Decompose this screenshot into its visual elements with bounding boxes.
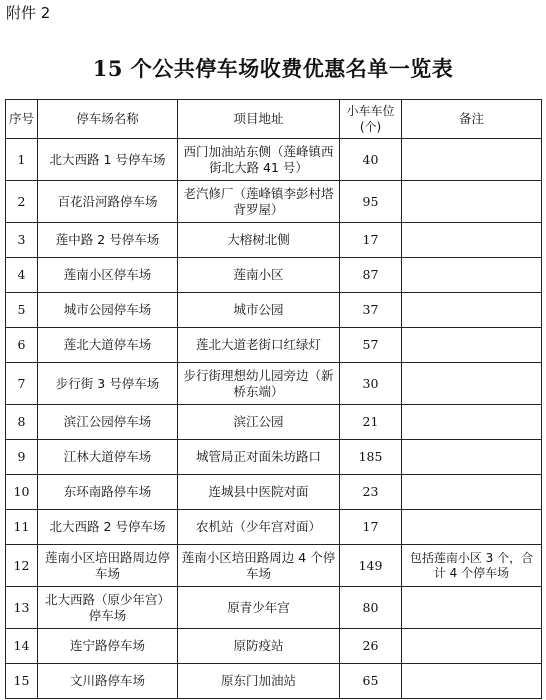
address-cell: 莲南小区 — [178, 258, 340, 293]
table-row — [6, 629, 542, 664]
row-number-cell: 8 — [6, 405, 38, 440]
note-cell — [402, 328, 542, 363]
address-cell: 城管局正对面朱坊路口 — [178, 440, 340, 475]
note-cell — [402, 475, 542, 510]
parking-spaces-cell: 95 — [340, 181, 402, 223]
address-cell: 滨江公园 — [178, 405, 340, 440]
address-cell: 步行街理想幼儿园旁边（新桥东端） — [178, 363, 340, 405]
note-cell — [402, 510, 542, 545]
table-header-row — [6, 100, 542, 139]
row-number-cell: 12 — [6, 545, 38, 587]
parking-lot-name-cell: 北大西路（原少年宫）停车场 — [38, 587, 178, 629]
note-cell — [402, 293, 542, 328]
parking-spaces-cell: 80 — [340, 587, 402, 629]
column-header-name: 停车场名称 — [38, 100, 178, 139]
parking-lot-name-cell: 百花沿河路停车场 — [38, 181, 178, 223]
parking-spaces-cell: 65 — [340, 664, 402, 699]
parking-spaces-cell: 23 — [340, 475, 402, 510]
table-row — [6, 181, 542, 223]
row-number-cell: 11 — [6, 510, 38, 545]
note-cell: 包括莲南小区 3 个，合计 4 个停车场 — [402, 545, 542, 587]
column-header-note: 备注 — [402, 100, 542, 139]
parking-spaces-cell: 37 — [340, 293, 402, 328]
parking-spaces-cell: 26 — [340, 629, 402, 664]
table-row — [6, 293, 542, 328]
row-number-cell: 5 — [6, 293, 38, 328]
column-header-no: 序号 — [6, 100, 38, 139]
column-header-spaces: 小车车位 (个) — [340, 100, 402, 139]
parking-lot-name-cell: 莲北大道停车场 — [38, 328, 178, 363]
table-body — [6, 139, 542, 699]
address-cell: 连城县中医院对面 — [178, 475, 340, 510]
table-row — [6, 440, 542, 475]
table-row — [6, 223, 542, 258]
parking-lot-name-cell: 莲南小区培田路周边停车场 — [38, 545, 178, 587]
address-cell: 农机站（少年宫对面） — [178, 510, 340, 545]
row-number-cell: 4 — [6, 258, 38, 293]
parking-lot-table — [5, 99, 542, 699]
table-row — [6, 510, 542, 545]
parking-spaces-cell: 17 — [340, 510, 402, 545]
row-number-cell: 3 — [6, 223, 38, 258]
parking-spaces-cell: 185 — [340, 440, 402, 475]
table-row — [6, 328, 542, 363]
row-number-cell: 10 — [6, 475, 38, 510]
note-cell — [402, 223, 542, 258]
parking-lot-name-cell: 东环南路停车场 — [38, 475, 178, 510]
parking-lot-name-cell: 文川路停车场 — [38, 664, 178, 699]
parking-lot-name-cell: 莲中路 2 号停车场 — [38, 223, 178, 258]
row-number-cell: 6 — [6, 328, 38, 363]
note-cell — [402, 440, 542, 475]
parking-spaces-cell: 40 — [340, 139, 402, 181]
address-cell: 大榕树北侧 — [178, 223, 340, 258]
parking-spaces-cell: 87 — [340, 258, 402, 293]
address-cell: 城市公园 — [178, 293, 340, 328]
parking-lot-name-cell: 莲南小区停车场 — [38, 258, 178, 293]
table-row — [6, 664, 542, 699]
address-cell: 原防疫站 — [178, 629, 340, 664]
note-cell — [402, 405, 542, 440]
row-number-cell: 1 — [6, 139, 38, 181]
note-cell — [402, 139, 542, 181]
address-cell: 原东门加油站 — [178, 664, 340, 699]
note-cell — [402, 587, 542, 629]
parking-lot-name-cell: 北大西路 1 号停车场 — [38, 139, 178, 181]
row-number-cell: 13 — [6, 587, 38, 629]
row-number-cell: 9 — [6, 440, 38, 475]
row-number-cell: 7 — [6, 363, 38, 405]
table-row — [6, 545, 542, 587]
row-number-cell: 14 — [6, 629, 38, 664]
address-cell: 老汽修厂（莲峰镇李彭村塔背罗屋） — [178, 181, 340, 223]
parking-spaces-cell: 149 — [340, 545, 402, 587]
address-cell: 原青少年宫 — [178, 587, 340, 629]
document-title: 15 个公共停车场收费优惠名单一览表 — [92, 56, 454, 81]
note-cell — [402, 258, 542, 293]
table-row — [6, 139, 542, 181]
parking-lot-name-cell: 滨江公园停车场 — [38, 405, 178, 440]
parking-spaces-cell: 17 — [340, 223, 402, 258]
address-cell: 西门加油站东侧（莲峰镇西街北大路 41 号） — [178, 139, 340, 181]
table-row — [6, 258, 542, 293]
address-cell: 莲南小区培田路周边 4 个停车场 — [178, 545, 340, 587]
parking-lot-name-cell: 江林大道停车场 — [38, 440, 178, 475]
note-cell — [402, 181, 542, 223]
parking-lot-name-cell: 步行街 3 号停车场 — [38, 363, 178, 405]
address-cell: 莲北大道老街口红绿灯 — [178, 328, 340, 363]
note-cell — [402, 664, 542, 699]
table-row — [6, 475, 542, 510]
row-number-cell: 15 — [6, 664, 38, 699]
table-row — [6, 363, 542, 405]
parking-lot-name-cell: 连宁路停车场 — [38, 629, 178, 664]
table-row — [6, 587, 542, 629]
row-number-cell: 2 — [6, 181, 38, 223]
parking-spaces-cell: 30 — [340, 363, 402, 405]
attachment-label: 附件 2 — [6, 4, 51, 22]
parking-spaces-cell: 57 — [340, 328, 402, 363]
parking-lot-name-cell: 城市公园停车场 — [38, 293, 178, 328]
table-row — [6, 405, 542, 440]
parking-spaces-cell: 21 — [340, 405, 402, 440]
parking-lot-name-cell: 北大西路 2 号停车场 — [38, 510, 178, 545]
column-header-address: 项目地址 — [178, 100, 340, 139]
note-cell — [402, 629, 542, 664]
note-cell — [402, 363, 542, 405]
